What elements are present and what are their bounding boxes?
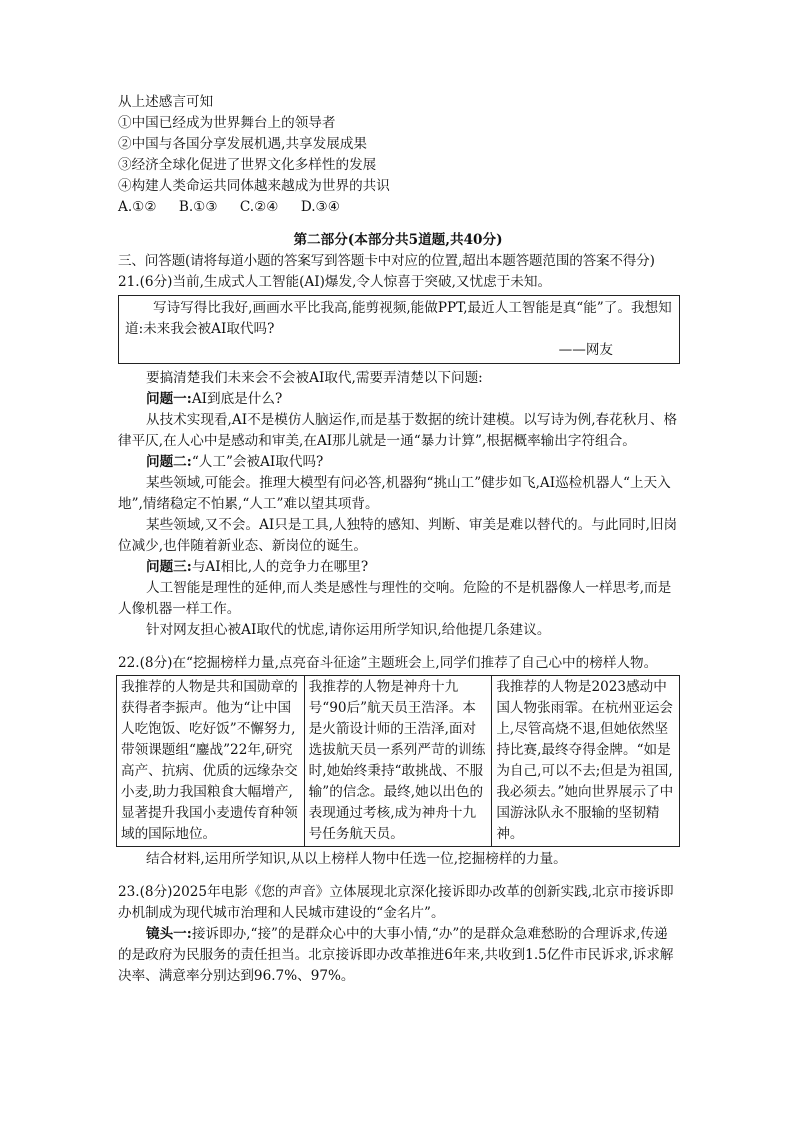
- q21-paragraph-1: 从技术实现看,AI不是模仿人脑运作,而是基于数据的统计建模。以写诗为例,春花秋月、格律平仄,在人心中是感动和审美,在AI那儿就是一通“暴力计算”,根据概率输出字符组合。: [118, 412, 678, 449]
- role-model-text-2: 我推荐的人物是神舟十九号“90后”航天员王浩泽。本是火箭设计师的王浩泽,面对选拔航天员一系列严苛的训练时,她始终秉持“敢挑战、不服输”的信念。最终,她以出色的表现通过考核,成为神舟十九号任务航天员。: [308, 679, 486, 842]
- exam-page: [118, 92, 678, 987]
- option-a: A.①②: [118, 199, 157, 215]
- q21-stem: 21.(6分)当前,生成式人工智能(AI)爆发,令人惊喜于突破,又忧虑于未知。: [118, 274, 552, 290]
- q22-role-model-table: [116, 675, 680, 847]
- q21-question-1-text: AI到底是什么?: [191, 391, 283, 407]
- statement-3: ③经济全球化促进了世界文化多样性的发展: [118, 157, 377, 173]
- statement-2: ②中国与各国分享发展机遇,共享发展成果: [118, 136, 368, 152]
- section-heading: 三、问答题(请将每道小题的答案写到答题卡中对应的位置,超出本题答题范围的答案不得分): [118, 253, 655, 269]
- q23-stem: 23.(8分)2025年电影《您的声音》立体展现北京深化接诉即办改革的创新实践,北京市接诉即办机制成为现代城市治理和人民城市建设的“金名片”。: [118, 884, 674, 921]
- q22-stem: 22.(8分)在“挖掘榜样力量,点亮奋斗征途”主题班会上,同学们推荐了自己心中的榜样人物。: [118, 655, 658, 671]
- q21-paragraph-3: 某些领域,又不会。AI只是工具,人独特的感知、判断、审美是难以替代的。与此同时,旧岗位减少,也伴随着新业态、新岗位的诞生。: [118, 517, 678, 554]
- q21-paragraph-4: 人工智能是理性的延伸,而人类是感性与理性的交响。危险的不是机器像人一样思考,而是人像机器一样工作。: [118, 580, 672, 617]
- q21-question-3: [118, 557, 678, 578]
- statement-1: ①中国已经成为世界舞台上的领导者: [118, 115, 336, 131]
- role-model-cell-1: [117, 676, 305, 847]
- q21-question-1: [118, 389, 678, 410]
- table-row: [117, 676, 680, 847]
- q23-shot-1: [118, 924, 678, 987]
- q21-task: 针对网友担心被AI取代的忧虑,请你运用所学知识,给他提几条建议。: [146, 622, 551, 638]
- q23-shot-1-label: 镜头一:: [146, 926, 192, 942]
- q21-question-2: [118, 452, 678, 473]
- q21-lead: 要搞清楚我们未来会不会被AI取代,需要弄清楚以下问题:: [146, 370, 483, 386]
- role-model-cell-2: [304, 676, 492, 847]
- q21-question-1-label: 问题一:: [146, 391, 192, 407]
- q21-quote-text: 写诗写得比我好,画画水平比我高,能剪视频,能做PPT,最近人工智能是真“能”了。我想知道:未来我会被AI取代吗?: [125, 300, 672, 337]
- q21-quote-box: [118, 295, 680, 364]
- q21-quote-source: ——网友: [558, 342, 613, 358]
- role-model-text-3: 我推荐的人物是2023感动中国人物张雨霏。在杭州亚运会上,尽管高烧不退,但她依然坚持比赛,最终夺得金牌。“如是为自己,可以不去;但是为祖国,我必须去。”她向世界展示了中国游泳队永不服输的坚韧精神。: [496, 679, 674, 842]
- role-model-text-1: 我推荐的人物是共和国勋章的获得者李振声。他为“让中国人吃饱饭、吃好饭”不懈努力,带领课题组“鏖战”22年,研究高产、抗病、优质的远缘杂交小麦,助力我国粮食大幅增产,显著提升我国小麦遗传育种领域的国际地位。: [121, 679, 298, 842]
- statement-4: ④构建人类命运共同体越来越成为世界的共识: [118, 178, 390, 194]
- q21-paragraph-2: 某些领域,可能会。推理大模型有问必答,机器狗“挑山工”健步如飞,AI巡检机器人“上天入地”,情绪稳定不怕累,“人工”难以望其项背。: [118, 475, 671, 512]
- option-b: B.①③: [178, 199, 218, 215]
- q21-question-3-text: 与AI相比,人的竞争力在哪里?: [191, 559, 369, 575]
- intro-line: 从上述感言可知: [118, 94, 214, 110]
- answer-options: [118, 197, 678, 218]
- q21-question-2-text: “人工”会被AI取代吗?: [191, 454, 324, 470]
- option-d: D.③④: [300, 199, 340, 215]
- q22-task: 结合材料,运用所学知识,从以上榜样人物中任选一位,挖掘榜样的力量。: [146, 851, 567, 867]
- q21-question-2-label: 问题二:: [146, 454, 192, 470]
- option-c: C.②④: [239, 199, 279, 215]
- q23-shot-1-text: 接诉即办,“接”的是群众心中的大事小情,“办”的是群众急难愁盼的合理诉求,传递的是政府为民服务的责任担当。北京接诉即办改革推进6年来,共收到1.5亿件市民诉求,诉求解决率、满意率分别达到96.7%、97%。: [118, 926, 674, 984]
- q21-question-3-label: 问题三:: [146, 559, 192, 575]
- part-title: 第二部分(本部分共5道题,共40分): [293, 232, 503, 248]
- role-model-cell-3: [492, 676, 680, 847]
